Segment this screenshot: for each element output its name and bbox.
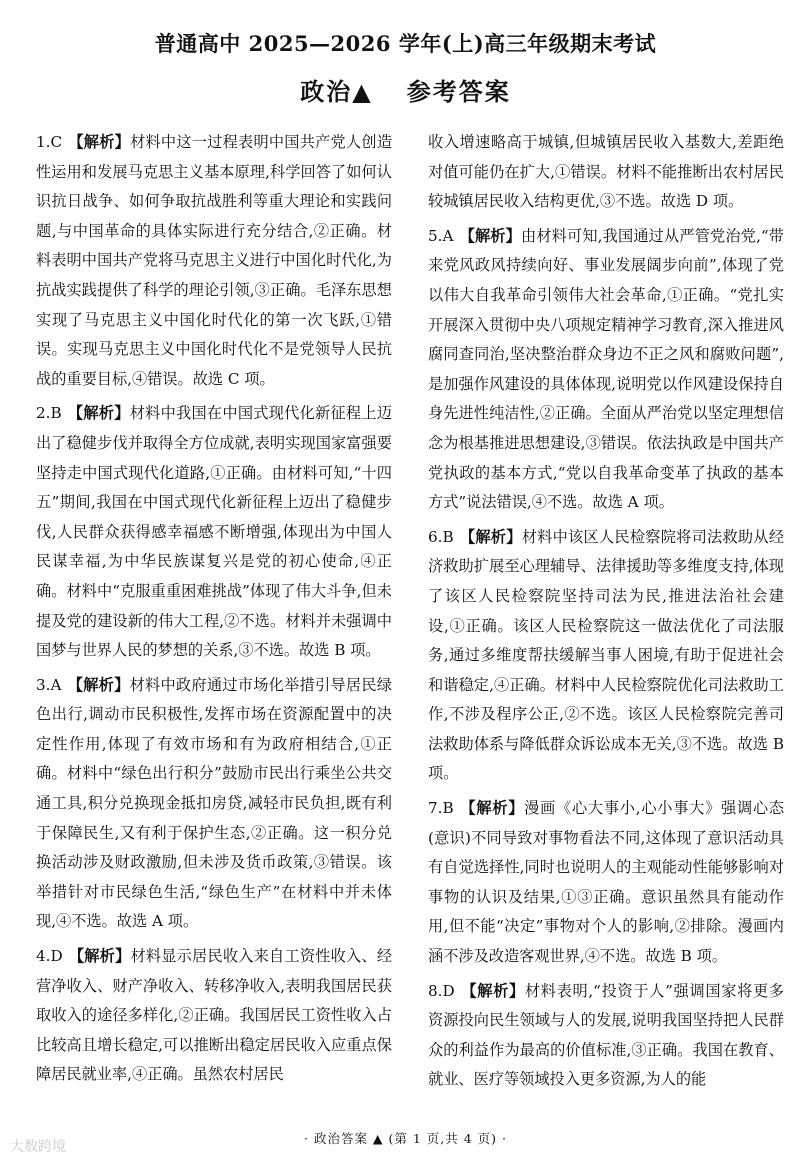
analysis-tag: 【解析】	[67, 675, 130, 694]
item-text: 材料表明,“投资于人”强调国家将更多资源投向民生领域与人的发展,说明我国坚持把人民群众的利益作为最高的价值标准,③正确。我国在教育、就业、医疗等领域投入更多资源,为人的能	[428, 981, 785, 1089]
item-number: 1.C	[36, 133, 63, 151]
answer-item-continued	[428, 128, 784, 217]
answer-item	[36, 128, 392, 394]
analysis-tag: 【解析】	[68, 133, 131, 151]
answer-item	[428, 977, 784, 1095]
analysis-tag: 【解析】	[68, 947, 131, 966]
analysis-tag: 【解析】	[459, 799, 525, 818]
item-number: 8.D	[428, 981, 455, 1000]
item-text: 材料中政府通过市场化举措引导居民绿色出行,调动市民积极性,发挥市场在资源配置中的决定性作用,体现了有效市场和有为政府相结合,①正确。材料中“绿色出行积分”鼓励市民出行乘坐公共交通工具,积分兑换现金抵扣房贷,减轻市民负担,既有利于保障民生,又有利于保护生态,②正确。这一积分兑换活动涉及财政激励,但未涉及货币政策,③错误。该举措针对市民绿色生活,“绿色生产”在材料中并未体现,④不选。故选 A 项。	[36, 675, 393, 931]
left-column	[36, 128, 392, 1095]
item-text: 由材料可知,我国通过从严管党治党,“带来党风政风持续向好、事业发展阔步向前”,体现了党以伟大自我革命引领伟大社会革命,①正确。“党扎实开展深入贯彻中央八项规定精神学习教育,深入推进风腐同查同治,坚决整治群众身边不正之风和腐败问题”,是加强作风建设的具体体现,说明党以作风建设保持自身先进性纯洁性,②正确。全面从严治党以坚定理想信念为根基推进思想建设,③错误。依法执政是中国共产党执政的基本方式,“党以自我革命变革了执政的基本方式”说法错误,④不选。故选 A 项。	[428, 226, 784, 512]
answer-item	[36, 671, 392, 937]
answer-label: 参考答案	[406, 77, 511, 106]
answer-item	[36, 399, 392, 665]
subject-heading	[0, 72, 811, 107]
page-footer: · 政治答案 ▲ (第 1 页,共 4 页) ·	[304, 1131, 507, 1146]
item-text: 漫画《心大事小,心小事大》强调心态(意识)不同导致对事物看法不同,这体现了意识活动具有自觉选择性,同时也说明人的主观能动性能够影响对事物的认识及结果,①③正确。意识虽然具有能动作用,但不能“决定”事物对个人的影响,②排除。漫画内涵不涉及改造客观世界,④不选。故选 B 项。	[428, 799, 785, 966]
watermark-logo: 大数跨境	[10, 1139, 66, 1155]
item-text: 收入增速略高于城镇,但城镇居民收入基数大,差距绝对值可能仍在扩大,①错误。材料不能推断出农村居民较城镇居民收入结构更优,③不选。故选 D 项。	[428, 133, 784, 211]
answer-item	[428, 222, 784, 518]
analysis-tag: 【解析】	[459, 226, 521, 245]
analysis-tag: 【解析】	[460, 981, 525, 1000]
subject-label: 政治▲	[300, 77, 373, 106]
item-number: 6.B	[428, 527, 454, 546]
item-text: 材料中这一过程表明中国共产党人创造性运用和发展马克思主义基本原理,科学回答了如何认识抗日战争、如何争取抗战胜利等重大理论和实践问题,与中国革命的具体实际进行充分结合,②正确。材料表明中国共产党将马克思主义进行中国化时代化,为抗战实践提供了科学的理论引领,③正确。毛泽东思想实现了马克思主义中国化时代化的第一次飞跃,①错误。实现马克思主义中国化时代化不是党领导人民抗战的重要目标,④错误。故选 C 项。	[36, 133, 393, 388]
item-number: 2.B	[36, 404, 62, 423]
answer-item	[428, 794, 784, 972]
item-text: 材料中我国在中国式现代化新征程上迈出了稳健步伐并取得全方位成就,表明实现国家富强要坚持走中国式现代化道路,①正确。由材料可知,“十四五”期间,我国在中国式现代化新征程上迈出了稳健步伐,人民群众获得感幸福感不断增强,体现出为中国人民谋幸福,为中华民族谋复兴是党的初心使命,④正确。材料中“克服重重困难挑战”体现了伟大斗争,但未提及党的建设新的伟大工程,②不选。材料并未强调中国梦与世界人民的梦想的关系,③不选。故选 B 项。	[36, 404, 393, 660]
analysis-tag: 【解析】	[459, 527, 522, 546]
item-text: 材料中该区人民检察院将司法救助从经济救助扩展至心理辅导、法律援助等多维度支持,体现了该区人民检察院坚持司法为民,推进法治社会建设,①正确。该区人民检察院这一做法优化了司法服务,通过多维度帮扶缓解当事人困境,有助于促进社会和谐稳定,④正确。材料中人民检察院优化司法救助工作,不涉及程序公正,②不选。该区人民检察院完善司法救助体系与降低群众诉讼成本无关,③不选。故选 B 项。	[428, 527, 785, 783]
answer-item	[428, 523, 784, 789]
item-number: 4.D	[36, 947, 63, 966]
analysis-tag: 【解析】	[67, 404, 130, 423]
item-text: 材料显示居民收入来自工资性收入、经营净收入、财产净收入、转移净收入,表明我国居民获取收入的途径多样化,②正确。我国居民工资性收入占比较高且增长稳定,可以推断出稳定居民收入应重点保障居民就业率,④正确。虽然农村居民	[36, 947, 393, 1084]
item-number: 7.B	[428, 799, 454, 818]
right-column	[428, 128, 784, 1100]
exam-title: 普通高中 2025—2026 学年(上)高三年级期末考试	[154, 31, 657, 56]
answer-item	[36, 942, 392, 1090]
item-number: 5.A	[428, 226, 454, 245]
item-number: 3.A	[36, 675, 62, 694]
